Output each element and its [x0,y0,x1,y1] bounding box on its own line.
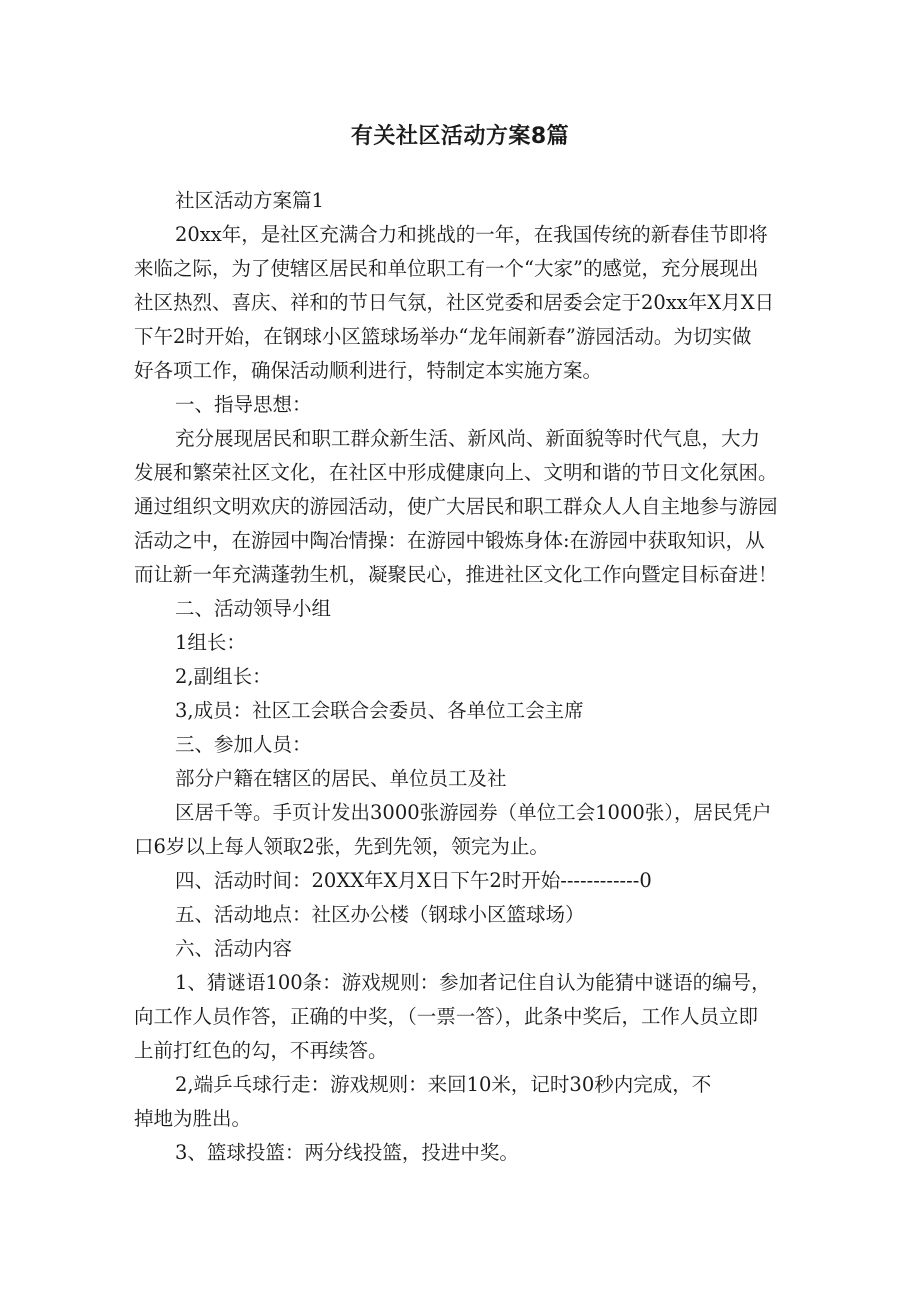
section-heading: 二、活动领导小组 [175,597,332,620]
section-heading: 三、参加人员： [175,733,312,756]
document-body [134,184,794,1170]
section-heading: 四、活动时间：20XX年X月X日下午2时开始------------0 [175,869,652,892]
paragraph-line: 通过组织文明欢庆的游园活动，使广大居民和职工群众人人自主地参与游园 [134,495,778,518]
paragraph-line: 充分展现居民和职工群众新生活、新风尚、新面貌等时代气息，大力 [175,427,761,450]
paragraph-line: 掉地为胜出。 [134,1107,252,1130]
section-heading: 六、活动内容 [175,937,293,960]
paragraph-line: 3、篮球投篮：两分线投篮，投进中奖。 [175,1141,519,1164]
paragraph-line: 20xx年，是社区充满合力和挑战的一年，在我国传统的新春佳节即将 [175,223,768,246]
paragraph-line: 上前打红色的勾，不再续答。 [134,1039,388,1062]
paragraph-line: 社区热烈、喜庆、祥和的节日气氛，社区党委和居委会定于20xx年X月X日 [134,291,775,314]
paragraph-line: 部分户籍在辖区的居民、单位员工及社 [175,767,507,790]
document-title: 有关社区活动方案8篇 [350,124,570,149]
section-heading: 五、活动地点：社区办公楼（钢球小区篮球场） [175,903,585,926]
paragraph-line: 口6岁以上每人领取2张，先到先领，领完为止。 [134,835,549,858]
list-item: 3,成员：社区工会联合会委员、各单位工会主席 [175,699,584,722]
section-heading: 社区活动方案篇1 [175,189,324,212]
paragraph-line: 好各项工作，确保活动顺利进行，特制定本实施方案。 [134,359,603,382]
list-item: 1组长： [175,631,246,654]
paragraph-line: 1、猜谜语100条：游戏规则：参加者记住自认为能猜中谜语的编号， [175,971,771,994]
paragraph-line: 向工作人员作答，正确的中奖，（一票一答），此条中奖后，工作人员立即 [134,1005,759,1028]
paragraph-line: 2,端乒乓球行走：游戏规则：来回10米，记时30秒内完成，不 [175,1073,712,1096]
paragraph-line: 区居千等。手页计发出3000张游园券（单位工会1000张），居民凭户 [175,801,772,824]
paragraph-line: 活动之中，在游园中陶冶情操：在游园中锻炼身体:在游园中获取知识，从 [134,529,765,552]
paragraph-line: 下午2时开始，在钢球小区篮球场举办“龙年闹新春”游园活动。为切实做 [134,325,752,348]
paragraph-line: 来临之际，为了使辖区居民和单位职工有一个“大家”的感觉，充分展现出 [134,257,759,280]
paragraph-line: 而让新一年充满蓬勃生机，凝聚民心，推进社区文化工作向暨定目标奋进！ [134,563,778,586]
section-heading: 一、指导思想： [175,393,312,416]
paragraph-line: 发展和繁荣社区文化，在社区中形成健康向上、文明和谐的节日文化氛困。 [134,461,778,484]
list-item: 2,副组长： [175,665,272,688]
